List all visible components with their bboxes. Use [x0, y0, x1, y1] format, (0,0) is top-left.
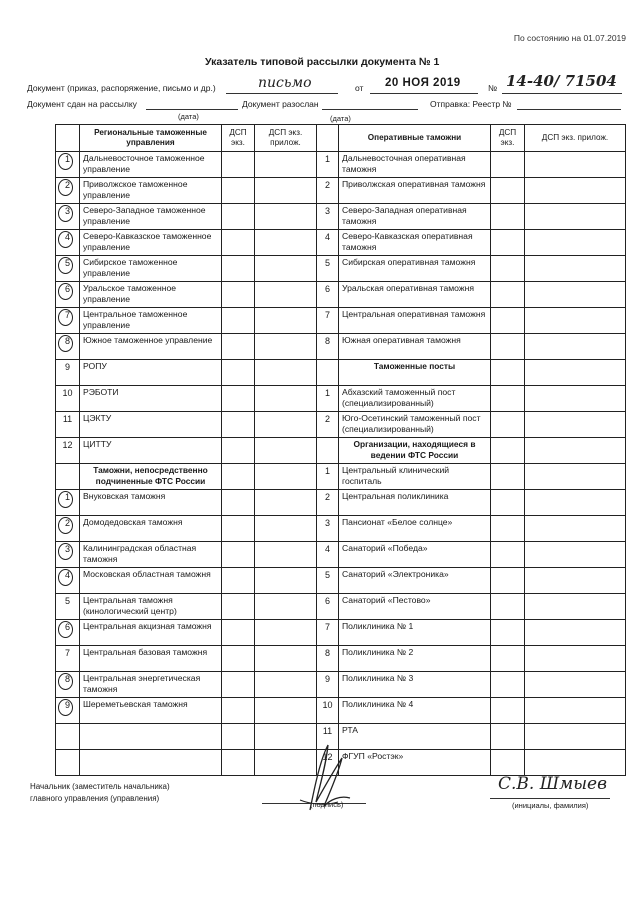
right-row-label: Южная оперативная таможня: [339, 334, 491, 360]
right-dsp-attach-cell: [525, 646, 626, 672]
right-row-number: [317, 542, 339, 568]
table-row: [56, 282, 626, 308]
left-row-number: [56, 178, 80, 204]
left-row-number-text: 3: [64, 206, 70, 216]
left-dsp-copies-cell: [222, 646, 255, 672]
left-row-label: Московская областная таможня: [80, 568, 222, 594]
table-row: [56, 672, 626, 698]
right-dsp-attach-cell: [525, 620, 626, 646]
right-row-number-text: 9: [324, 674, 330, 684]
right-row-number-text: 8: [324, 648, 330, 658]
right-dsp-copies-cell: [491, 568, 525, 594]
right-dsp-attach-cell: [525, 698, 626, 724]
right-row-number: [317, 204, 339, 230]
date-caption-left: (дата): [178, 112, 199, 121]
left-row-label: Сибирское таможенное управление: [80, 256, 222, 282]
table-row: [56, 568, 626, 594]
left-dsp-copies-cell: [222, 152, 255, 178]
right-row-number-text: 1: [324, 388, 330, 398]
initials-line: [490, 798, 610, 799]
right-row-number: [317, 646, 339, 672]
left-dsp-attach-cell: [255, 490, 317, 516]
right-row-label: Уральская оперативная таможня: [339, 282, 491, 308]
left-row-number: [56, 516, 80, 542]
left-dsp-attach-cell: [255, 646, 317, 672]
right-row-label: Поликлиника № 4: [339, 698, 491, 724]
left-row-number: [56, 464, 80, 490]
left-row-label: РОПУ: [80, 360, 222, 386]
left-dsp-attach-cell: [255, 516, 317, 542]
left-row-number-text: 9: [64, 700, 70, 710]
right-dsp-attach-cell: [525, 490, 626, 516]
right-row-number-text: 4: [324, 232, 330, 242]
left-dsp-copies-cell: [222, 282, 255, 308]
right-dsp-attach-cell: [525, 438, 626, 464]
right-row-number: [317, 438, 339, 464]
left-dsp-copies-cell: [222, 360, 255, 386]
left-row-number-text: 3: [64, 544, 70, 554]
left-row-number: [56, 204, 80, 230]
right-dsp-copies-cell: [491, 438, 525, 464]
right-row-number-text: 8: [324, 336, 330, 346]
left-dsp-attach-cell: [255, 360, 317, 386]
table-row: [56, 542, 626, 568]
right-row-label: Центральная поликлиника: [339, 490, 491, 516]
right-row-label: Поликлиника № 2: [339, 646, 491, 672]
table-row: [56, 464, 626, 490]
left-dsp-copies-cell: [222, 464, 255, 490]
right-dsp-copies-cell: [491, 230, 525, 256]
date-caption-right: (дата): [330, 114, 351, 123]
status-date: По состоянию на 01.07.2019: [513, 33, 626, 43]
right-row-number: [317, 568, 339, 594]
left-dsp-attach-cell: [255, 334, 317, 360]
right-row-number: [317, 256, 339, 282]
left-row-label: Южное таможенное управление: [80, 334, 222, 360]
right-dsp-attach-cell: [525, 256, 626, 282]
document-type-value: письмо: [258, 75, 312, 91]
right-dsp-attach-cell: [525, 360, 626, 386]
date-line: [370, 93, 478, 94]
right-dsp-attach-cell: [525, 178, 626, 204]
right-section-heading: Организации, находящиеся в ведении ФТС России: [339, 438, 491, 464]
right-row-number-text: 2: [324, 414, 330, 424]
right-section-heading: Таможенные посты: [339, 360, 491, 386]
right-dsp-copies-cell: [491, 750, 525, 776]
left-row-number: [56, 698, 80, 724]
left-dsp-copies-cell: [222, 568, 255, 594]
left-row-number-text: 1: [64, 154, 70, 164]
signature-caption: (подпись): [310, 800, 344, 809]
left-row-number-text: 5: [64, 596, 70, 606]
left-dsp-attach-cell: [255, 698, 317, 724]
right-dsp-attach-cell: [525, 334, 626, 360]
left-dsp-attach-cell: [255, 152, 317, 178]
right-dsp-copies-cell: [491, 490, 525, 516]
right-row-number: [317, 308, 339, 334]
left-row-number-text: 4: [64, 232, 70, 242]
left-row-label: Центральная энергетическая таможня: [80, 672, 222, 698]
right-row-number-text: 5: [324, 570, 330, 580]
right-row-label: Центральный клинический госпиталь: [339, 464, 491, 490]
left-dsp-copies-cell: [222, 438, 255, 464]
right-dsp-attach-cell: [525, 386, 626, 412]
left-row-number: [56, 542, 80, 568]
left-row-number: [56, 386, 80, 412]
left-dsp-copies-cell: [222, 230, 255, 256]
left-dsp-attach-cell: [255, 542, 317, 568]
left-row-number: [56, 594, 80, 620]
table-row: [56, 178, 626, 204]
right-dsp-copies-cell: [491, 594, 525, 620]
left-dsp-copies-cell: [222, 620, 255, 646]
right-row-number-text: 5: [324, 258, 330, 268]
shipping-label: Отправка: Реестр №: [430, 99, 512, 109]
left-dsp-attach-cell: [255, 438, 317, 464]
right-dsp-attach-cell: [525, 230, 626, 256]
table-row: [56, 516, 626, 542]
right-dsp-attach-cell: [525, 594, 626, 620]
right-dsp-copies-cell: [491, 464, 525, 490]
right-dsp-attach-cell: [525, 282, 626, 308]
left-dsp-attach-cell: [255, 672, 317, 698]
right-row-number-text: 4: [324, 544, 330, 554]
right-row-label: Приволжская оперативная таможня: [339, 178, 491, 204]
right-dsp-copies-cell: [491, 308, 525, 334]
left-dsp-attach-cell: [255, 204, 317, 230]
right-row-number: [317, 360, 339, 386]
header-dsp-copies: ДСП экз.: [222, 125, 255, 152]
right-dsp-copies-cell: [491, 386, 525, 412]
left-dsp-attach-cell: [255, 412, 317, 438]
header-dsp-attach-right: ДСП экз. прилож.: [525, 125, 626, 152]
document-type-line: [226, 93, 338, 94]
right-row-label: Дальневосточная оперативная таможня: [339, 152, 491, 178]
table-row: [56, 308, 626, 334]
right-row-number-text: 7: [324, 622, 330, 632]
right-row-number-text: 2: [324, 180, 330, 190]
right-dsp-copies-cell: [491, 282, 525, 308]
right-row-label: Поликлиника № 3: [339, 672, 491, 698]
right-dsp-copies-cell: [491, 204, 525, 230]
left-dsp-attach-cell: [255, 620, 317, 646]
right-row-number: [317, 490, 339, 516]
document-type-label: Документ (приказ, распоряжение, письмо и др.): [27, 83, 216, 93]
right-row-number: [317, 334, 339, 360]
left-row-number-text: 5: [64, 258, 70, 268]
table-row: [56, 230, 626, 256]
right-dsp-attach-cell: [525, 204, 626, 230]
left-row-label: Северо-Западное таможенное управление: [80, 204, 222, 230]
table-row: [56, 412, 626, 438]
right-row-label: Северо-Западная оперативная таможня: [339, 204, 491, 230]
left-row-label: Центральное таможенное управление: [80, 308, 222, 334]
right-dsp-copies-cell: [491, 152, 525, 178]
left-row-number: [56, 412, 80, 438]
left-row-number-text: 2: [64, 180, 70, 190]
shipping-line: [517, 109, 621, 110]
right-row-label: Санаторий «Пестово»: [339, 594, 491, 620]
table-row: [56, 594, 626, 620]
left-dsp-attach-cell: [255, 230, 317, 256]
left-dsp-copies-cell: [222, 516, 255, 542]
right-row-number: [317, 412, 339, 438]
right-row-number: [317, 386, 339, 412]
right-row-number-text: 2: [324, 492, 330, 502]
left-row-number-text: 4: [64, 570, 70, 580]
right-dsp-attach-cell: [525, 412, 626, 438]
table-row: [56, 204, 626, 230]
right-row-label: Сибирская оперативная таможня: [339, 256, 491, 282]
left-dsp-attach-cell: [255, 386, 317, 412]
number-line: [502, 93, 622, 94]
left-row-label: Центральная базовая таможня: [80, 646, 222, 672]
right-row-number: [317, 516, 339, 542]
left-row-number: [56, 490, 80, 516]
right-row-number: [317, 464, 339, 490]
left-dsp-copies-cell: [222, 490, 255, 516]
right-dsp-attach-cell: [525, 464, 626, 490]
right-row-label: Абхазский таможенный пост (специализированный): [339, 386, 491, 412]
left-row-number: [56, 750, 80, 776]
right-row-number-text: 1: [324, 154, 330, 164]
right-dsp-copies-cell: [491, 672, 525, 698]
left-row-number-text: 7: [64, 310, 70, 320]
left-row-number: [56, 646, 80, 672]
left-dsp-attach-cell: [255, 256, 317, 282]
right-dsp-copies-cell: [491, 698, 525, 724]
left-row-label: Уральское таможенное управление: [80, 282, 222, 308]
left-row-number: [56, 620, 80, 646]
right-row-number: [317, 672, 339, 698]
table-row: [56, 620, 626, 646]
head-label-line2: главного управления (управления): [30, 794, 160, 803]
left-row-number: [56, 360, 80, 386]
left-dsp-attach-cell: [255, 308, 317, 334]
left-row-label: [80, 750, 222, 776]
left-dsp-attach-cell: [255, 282, 317, 308]
left-dsp-copies-cell: [222, 256, 255, 282]
left-row-label: Домодедовская таможня: [80, 516, 222, 542]
left-row-label: Центральная таможня (кинологический центр): [80, 594, 222, 620]
right-row-number-text: 1: [324, 466, 330, 476]
left-dsp-copies-cell: [222, 750, 255, 776]
right-row-label: РТА: [339, 724, 491, 750]
right-row-number-text: 6: [324, 284, 330, 294]
left-row-label: ЦЭКТУ: [80, 412, 222, 438]
left-row-label: Шереметьевская таможня: [80, 698, 222, 724]
right-dsp-copies-cell: [491, 516, 525, 542]
table-row: [56, 698, 626, 724]
left-row-label: Приволжское таможенное управление: [80, 178, 222, 204]
left-row-label: [80, 724, 222, 750]
right-dsp-copies-cell: [491, 724, 525, 750]
header-dsp-copies-right: ДСП экз.: [491, 125, 525, 152]
left-row-number-text: 8: [64, 336, 70, 346]
right-dsp-copies-cell: [491, 256, 525, 282]
right-dsp-attach-cell: [525, 308, 626, 334]
left-row-number: [56, 256, 80, 282]
right-row-label: Поликлиника № 1: [339, 620, 491, 646]
right-row-number-text: 6: [324, 596, 330, 606]
head-label-line1: Начальник (заместитель начальника): [30, 782, 170, 791]
left-dsp-attach-cell: [255, 594, 317, 620]
right-dsp-attach-cell: [525, 568, 626, 594]
right-row-number: [317, 152, 339, 178]
left-row-label: ЦИТТУ: [80, 438, 222, 464]
sent-line: [322, 109, 418, 110]
table-row: [56, 438, 626, 464]
header-operational: Оперативные таможни: [339, 125, 491, 152]
initials-handwritten: С.В. Шмыев: [498, 774, 608, 794]
right-dsp-attach-cell: [525, 152, 626, 178]
left-row-number: [56, 152, 80, 178]
left-dsp-copies-cell: [222, 672, 255, 698]
right-row-number: [317, 620, 339, 646]
right-row-label: Северо-Кавказская оперативная таможня: [339, 230, 491, 256]
left-row-label: Дальневосточное таможенное управление: [80, 152, 222, 178]
left-dsp-copies-cell: [222, 724, 255, 750]
document-number-value: 14-40/ 71504: [506, 72, 617, 90]
number-label: №: [488, 83, 498, 93]
right-row-number-text: 7: [324, 310, 330, 320]
header-dsp-attach: ДСП экз. прилож.: [255, 125, 317, 152]
table-row: [56, 152, 626, 178]
left-dsp-attach-cell: [255, 568, 317, 594]
right-row-label: Пансионат «Белое солнце»: [339, 516, 491, 542]
left-row-label: Калининградская областная таможня: [80, 542, 222, 568]
document-date-stamp: 20 НОЯ 2019: [385, 77, 461, 89]
left-row-label: Северо-Кавказское таможенное управление: [80, 230, 222, 256]
right-dsp-copies-cell: [491, 334, 525, 360]
table-header-row: [56, 125, 626, 152]
left-row-number-text: 2: [64, 518, 70, 528]
left-row-number-text: 6: [64, 622, 70, 632]
left-dsp-copies-cell: [222, 386, 255, 412]
right-row-number-text: 3: [324, 206, 330, 216]
left-row-number-text: 6: [64, 284, 70, 294]
left-section-heading: Таможни, непосредственно подчиненные ФТС России: [80, 464, 222, 490]
left-row-label: Центральная акцизная таможня: [80, 620, 222, 646]
left-row-number-text: 8: [64, 674, 70, 684]
right-dsp-attach-cell: [525, 516, 626, 542]
right-row-label: Юго-Осетинский таможенный пост (специализированный): [339, 412, 491, 438]
left-dsp-copies-cell: [222, 178, 255, 204]
table-row: [56, 334, 626, 360]
right-row-label: Санаторий «Победа»: [339, 542, 491, 568]
left-row-number: [56, 724, 80, 750]
left-row-number: [56, 334, 80, 360]
right-dsp-copies-cell: [491, 412, 525, 438]
right-dsp-attach-cell: [525, 724, 626, 750]
table-row: [56, 490, 626, 516]
left-row-label: Внуковская таможня: [80, 490, 222, 516]
left-row-number-text: 1: [64, 492, 70, 502]
right-dsp-copies-cell: [491, 360, 525, 386]
right-dsp-copies-cell: [491, 542, 525, 568]
right-row-number: [317, 282, 339, 308]
right-dsp-attach-cell: [525, 750, 626, 776]
right-row-number-text: 3: [324, 518, 330, 528]
right-row-number: [317, 178, 339, 204]
left-row-number: [56, 230, 80, 256]
left-dsp-copies-cell: [222, 308, 255, 334]
left-row-number-text: 10: [62, 388, 73, 398]
left-row-number-text: 7: [64, 648, 70, 658]
right-dsp-copies-cell: [491, 178, 525, 204]
right-dsp-attach-cell: [525, 672, 626, 698]
left-dsp-copies-cell: [222, 594, 255, 620]
left-dsp-attach-cell: [255, 464, 317, 490]
left-dsp-copies-cell: [222, 204, 255, 230]
table-row: [56, 386, 626, 412]
left-row-number-text: 9: [64, 362, 70, 372]
distribution-table: [55, 124, 626, 776]
submitted-line: [146, 109, 238, 110]
left-dsp-attach-cell: [255, 178, 317, 204]
left-row-number-text: 11: [62, 414, 73, 424]
right-row-label: Центральная оперативная таможня: [339, 308, 491, 334]
table-row: [56, 646, 626, 672]
sent-label: Документ разослан: [242, 99, 319, 109]
table-row: [56, 360, 626, 386]
right-dsp-copies-cell: [491, 646, 525, 672]
left-row-number: [56, 282, 80, 308]
header-regional: Региональные таможенные управления: [80, 125, 222, 152]
right-row-number: [317, 698, 339, 724]
left-row-number: [56, 438, 80, 464]
left-row-number: [56, 672, 80, 698]
right-dsp-attach-cell: [525, 542, 626, 568]
left-dsp-copies-cell: [222, 412, 255, 438]
right-row-label: ФГУП «Ростэк»: [339, 750, 491, 776]
right-row-number: [317, 594, 339, 620]
right-row-number-text: 10: [322, 700, 333, 710]
right-row-number: [317, 230, 339, 256]
initials-caption: (инициалы, фамилия): [512, 801, 589, 810]
left-row-number: [56, 568, 80, 594]
left-row-number-text: 12: [62, 440, 73, 450]
left-row-number: [56, 308, 80, 334]
table-row: [56, 256, 626, 282]
right-row-number-text: 11: [322, 726, 333, 736]
right-row-label: Санаторий «Электроника»: [339, 568, 491, 594]
left-row-label: РЭБОТИ: [80, 386, 222, 412]
from-label: от: [355, 83, 364, 93]
submitted-label: Документ сдан на рассылку: [27, 99, 137, 109]
right-dsp-copies-cell: [491, 620, 525, 646]
page-title: Указатель типовой рассылки документа № 1: [205, 56, 440, 68]
left-dsp-copies-cell: [222, 542, 255, 568]
right-row-number-text: 12: [322, 752, 333, 762]
left-dsp-copies-cell: [222, 334, 255, 360]
left-dsp-copies-cell: [222, 698, 255, 724]
